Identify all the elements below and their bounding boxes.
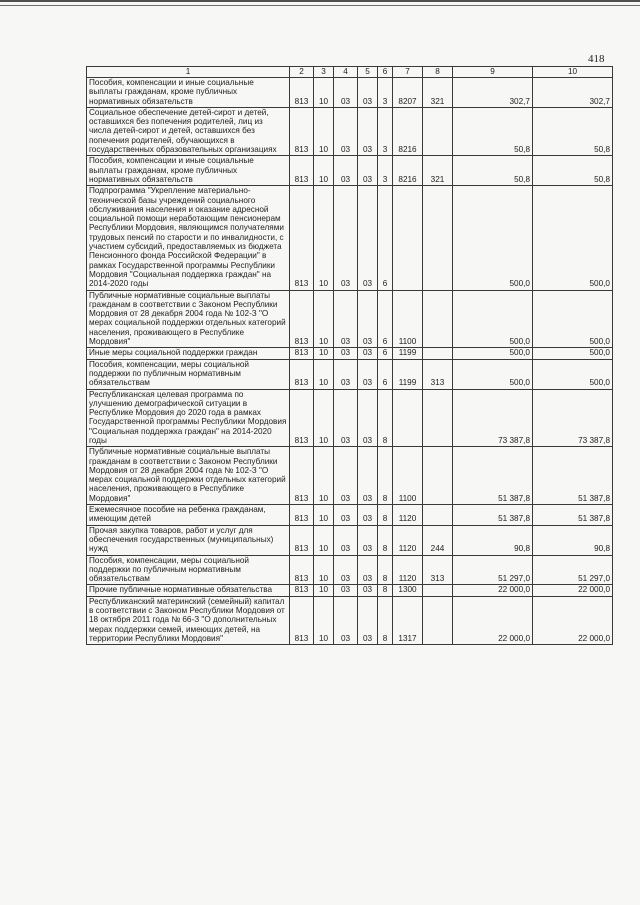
target-article-cell bbox=[393, 186, 423, 290]
subsection-cell: 03 bbox=[334, 78, 358, 108]
expense-type-cell bbox=[423, 596, 453, 644]
target-article-cell: 1317 bbox=[393, 596, 423, 644]
subprogram-cell: 8 bbox=[378, 555, 393, 585]
program-cell: 03 bbox=[358, 348, 378, 359]
amount-cell: 51 297,0 bbox=[453, 555, 533, 585]
amount-cell: 51 387,8 bbox=[453, 447, 533, 505]
program-cell: 03 bbox=[358, 389, 378, 447]
target-article-cell: 1120 bbox=[393, 555, 423, 585]
item-name-cell: Пособия, компенсации и иные социальные выплаты гражданам, кроме публичных нормативных обязательств bbox=[87, 156, 290, 186]
subprogram-cell: 6 bbox=[378, 359, 393, 389]
subsection-cell: 03 bbox=[334, 359, 358, 389]
program-cell: 03 bbox=[358, 555, 378, 585]
header-cell: 1 bbox=[87, 67, 290, 78]
header-cell: 5 bbox=[358, 67, 378, 78]
header-cell: 10 bbox=[533, 67, 613, 78]
amount-cell: 51 387,8 bbox=[453, 505, 533, 526]
admin-code-cell: 813 bbox=[290, 505, 314, 526]
target-article-cell: 1199 bbox=[393, 359, 423, 389]
subsection-cell: 03 bbox=[334, 447, 358, 505]
amount-cell: 22 000,0 bbox=[453, 596, 533, 644]
amount-cell: 500,0 bbox=[453, 359, 533, 389]
item-name-cell: Публичные нормативные социальные выплаты гражданам в соответствии с Законом Республики Мордовия от 28 декабря 2004 года № 102-З "О мерах социальной поддержки отдельных категорий населения, проживающего в Республике Мордовия" bbox=[87, 447, 290, 505]
admin-code-cell: 813 bbox=[290, 585, 314, 596]
subprogram-cell: 8 bbox=[378, 505, 393, 526]
subsection-cell: 03 bbox=[334, 186, 358, 290]
program-cell: 03 bbox=[358, 525, 378, 555]
expense-type-cell bbox=[423, 585, 453, 596]
expense-type-cell bbox=[423, 290, 453, 348]
program-cell: 03 bbox=[358, 585, 378, 596]
item-name-cell: Публичные нормативные социальные выплаты гражданам в соответствии с Законом Республики Мордовия от 28 декабря 2004 года № 102-З "О мерах социальной поддержки отдельных категорий населения, проживающего в Республике Мордовия" bbox=[87, 290, 290, 348]
amount-cell: 50,8 bbox=[453, 156, 533, 186]
program-cell: 03 bbox=[358, 359, 378, 389]
subsection-cell: 03 bbox=[334, 290, 358, 348]
admin-code-cell: 813 bbox=[290, 596, 314, 644]
subprogram-cell: 6 bbox=[378, 186, 393, 290]
expense-type-cell: 321 bbox=[423, 78, 453, 108]
section-cell: 10 bbox=[314, 290, 334, 348]
section-cell: 10 bbox=[314, 348, 334, 359]
item-name-cell: Прочая закупка товаров, работ и услуг для обеспечения государственных (муниципальных) нужд bbox=[87, 525, 290, 555]
section-cell: 10 bbox=[314, 505, 334, 526]
target-article-cell: 1300 bbox=[393, 585, 423, 596]
program-cell: 03 bbox=[358, 447, 378, 505]
item-name-cell: Пособия, компенсации, меры социальной поддержки по публичным нормативным обязательствам bbox=[87, 359, 290, 389]
expense-type-cell bbox=[423, 389, 453, 447]
admin-code-cell: 813 bbox=[290, 290, 314, 348]
amount-total-cell: 51 297,0 bbox=[533, 555, 613, 585]
expense-type-cell bbox=[423, 186, 453, 290]
target-article-cell bbox=[393, 389, 423, 447]
header-cell: 3 bbox=[314, 67, 334, 78]
table-row bbox=[87, 290, 613, 348]
amount-cell: 73 387,8 bbox=[453, 389, 533, 447]
table-row bbox=[87, 186, 613, 290]
table-row bbox=[87, 156, 613, 186]
program-cell: 03 bbox=[358, 596, 378, 644]
subprogram-cell: 3 bbox=[378, 107, 393, 155]
item-name-cell: Подпрограмма "Укрепление материально-технической базы учреждений социального обслуживания населения и оказание адресной социальной помощи неработающим пенсионерам Республики Мордовия, являющимся получателями трудовых пенсий по старости и по инвалидности, с участием субсидий, предоставляемых из бюджета Пенсионного фонда Российской Федерации" в рамках Государственной программы Республики Мордовия "Социальная поддержка граждан" на 2014-2020 годы bbox=[87, 186, 290, 290]
program-cell: 03 bbox=[358, 186, 378, 290]
program-cell: 03 bbox=[358, 290, 378, 348]
subprogram-cell: 3 bbox=[378, 78, 393, 108]
target-article-cell: 1100 bbox=[393, 447, 423, 505]
header-cell: 4 bbox=[334, 67, 358, 78]
amount-total-cell: 500,0 bbox=[533, 290, 613, 348]
section-cell: 10 bbox=[314, 525, 334, 555]
amount-total-cell: 500,0 bbox=[533, 186, 613, 290]
table-row bbox=[87, 78, 613, 108]
section-cell: 10 bbox=[314, 156, 334, 186]
subsection-cell: 03 bbox=[334, 156, 358, 186]
expense-type-cell: 244 bbox=[423, 525, 453, 555]
table-row bbox=[87, 585, 613, 596]
subsection-cell: 03 bbox=[334, 107, 358, 155]
table-row bbox=[87, 505, 613, 526]
expense-type-cell bbox=[423, 348, 453, 359]
expense-type-cell bbox=[423, 505, 453, 526]
admin-code-cell: 813 bbox=[290, 525, 314, 555]
amount-cell: 50,8 bbox=[453, 107, 533, 155]
table-row bbox=[87, 359, 613, 389]
subprogram-cell: 8 bbox=[378, 585, 393, 596]
item-name-cell: Пособия, компенсации и иные социальные выплаты гражданам, кроме публичных нормативных обязательств bbox=[87, 78, 290, 108]
page-number: 418 bbox=[588, 53, 605, 65]
target-article-cell: 1199 bbox=[393, 348, 423, 359]
subprogram-cell: 8 bbox=[378, 525, 393, 555]
subprogram-cell: 3 bbox=[378, 156, 393, 186]
subprogram-cell: 8 bbox=[378, 596, 393, 644]
admin-code-cell: 813 bbox=[290, 389, 314, 447]
subsection-cell: 03 bbox=[334, 596, 358, 644]
program-cell: 03 bbox=[358, 78, 378, 108]
program-cell: 03 bbox=[358, 505, 378, 526]
subprogram-cell: 6 bbox=[378, 348, 393, 359]
amount-total-cell: 50,8 bbox=[533, 107, 613, 155]
subsection-cell: 03 bbox=[334, 525, 358, 555]
table-row bbox=[87, 555, 613, 585]
amount-cell: 22 000,0 bbox=[453, 585, 533, 596]
item-name-cell: Республиканский материнский (семейный) капитал в соответствии с Законом Республики Мордовия от 18 октября 2011 года № 66-З "О дополнительных мерах поддержки семей, имеющих детей, на территории Республики Мордовия" bbox=[87, 596, 290, 644]
target-article-cell: 8216 bbox=[393, 156, 423, 186]
amount-total-cell: 50,8 bbox=[533, 156, 613, 186]
program-cell: 03 bbox=[358, 107, 378, 155]
program-cell: 03 bbox=[358, 156, 378, 186]
admin-code-cell: 813 bbox=[290, 348, 314, 359]
amount-total-cell: 302,7 bbox=[533, 78, 613, 108]
header-cell: 8 bbox=[423, 67, 453, 78]
amount-total-cell: 500,0 bbox=[533, 348, 613, 359]
target-article-cell: 8207 bbox=[393, 78, 423, 108]
section-cell: 10 bbox=[314, 78, 334, 108]
subsection-cell: 03 bbox=[334, 585, 358, 596]
amount-total-cell: 51 387,8 bbox=[533, 505, 613, 526]
subprogram-cell: 6 bbox=[378, 290, 393, 348]
amount-cell: 500,0 bbox=[453, 290, 533, 348]
amount-total-cell: 22 000,0 bbox=[533, 596, 613, 644]
target-article-cell: 1120 bbox=[393, 505, 423, 526]
amount-cell: 500,0 bbox=[453, 348, 533, 359]
admin-code-cell: 813 bbox=[290, 555, 314, 585]
amount-total-cell: 90,8 bbox=[533, 525, 613, 555]
expense-type-cell: 313 bbox=[423, 359, 453, 389]
admin-code-cell: 813 bbox=[290, 186, 314, 290]
item-name-cell: Иные меры социальной поддержки граждан bbox=[87, 348, 290, 359]
amount-total-cell: 73 387,8 bbox=[533, 389, 613, 447]
section-cell: 10 bbox=[314, 585, 334, 596]
table-row bbox=[87, 348, 613, 359]
item-name-cell: Пособия, компенсации, меры социальной поддержки по публичным нормативным обязательствам bbox=[87, 555, 290, 585]
amount-cell: 302,7 bbox=[453, 78, 533, 108]
expense-type-cell bbox=[423, 107, 453, 155]
section-cell: 10 bbox=[314, 555, 334, 585]
table-row bbox=[87, 447, 613, 505]
admin-code-cell: 813 bbox=[290, 107, 314, 155]
item-name-cell: Социальное обеспечение детей-сирот и детей, оставшихся без попечения родителей, лиц из числа детей-сирот и детей, оставшихся без попечения родителей, обучающихся в государственных образовательных организациях bbox=[87, 107, 290, 155]
header-cell: 2 bbox=[290, 67, 314, 78]
target-article-cell: 1120 bbox=[393, 525, 423, 555]
amount-total-cell: 500,0 bbox=[533, 359, 613, 389]
admin-code-cell: 813 bbox=[290, 447, 314, 505]
amount-cell: 500,0 bbox=[453, 186, 533, 290]
admin-code-cell: 813 bbox=[290, 156, 314, 186]
section-cell: 10 bbox=[314, 186, 334, 290]
subsection-cell: 03 bbox=[334, 555, 358, 585]
subsection-cell: 03 bbox=[334, 389, 358, 447]
subsection-cell: 03 bbox=[334, 348, 358, 359]
header-cell: 6 bbox=[378, 67, 393, 78]
amount-cell: 90,8 bbox=[453, 525, 533, 555]
table-row bbox=[87, 525, 613, 555]
expense-type-cell: 321 bbox=[423, 156, 453, 186]
header-row bbox=[87, 67, 613, 78]
target-article-cell: 8216 bbox=[393, 107, 423, 155]
section-cell: 10 bbox=[314, 447, 334, 505]
table-row bbox=[87, 596, 613, 644]
budget-table bbox=[86, 66, 613, 645]
section-cell: 10 bbox=[314, 389, 334, 447]
header-cell: 9 bbox=[453, 67, 533, 78]
table-row bbox=[87, 389, 613, 447]
amount-total-cell: 22 000,0 bbox=[533, 585, 613, 596]
subprogram-cell: 8 bbox=[378, 447, 393, 505]
item-name-cell: Ежемесячное пособие на ребенка гражданам, имеющим детей bbox=[87, 505, 290, 526]
amount-total-cell: 51 387,8 bbox=[533, 447, 613, 505]
scan-edge bbox=[0, 0, 640, 12]
item-name-cell: Прочие публичные нормативные обязательства bbox=[87, 585, 290, 596]
item-name-cell: Республиканская целевая программа по улучшению демографической ситуации в Республике Мордовия до 2020 года в рамках Государственной программы Республики Мордовия "Социальная поддержка граждан" на 2014-2020 годы bbox=[87, 389, 290, 447]
target-article-cell: 1100 bbox=[393, 290, 423, 348]
expense-type-cell bbox=[423, 447, 453, 505]
section-cell: 10 bbox=[314, 596, 334, 644]
subprogram-cell: 8 bbox=[378, 389, 393, 447]
section-cell: 10 bbox=[314, 359, 334, 389]
admin-code-cell: 813 bbox=[290, 78, 314, 108]
header-cell: 7 bbox=[393, 67, 423, 78]
section-cell: 10 bbox=[314, 107, 334, 155]
table-row bbox=[87, 107, 613, 155]
admin-code-cell: 813 bbox=[290, 359, 314, 389]
subsection-cell: 03 bbox=[334, 505, 358, 526]
expense-type-cell: 313 bbox=[423, 555, 453, 585]
